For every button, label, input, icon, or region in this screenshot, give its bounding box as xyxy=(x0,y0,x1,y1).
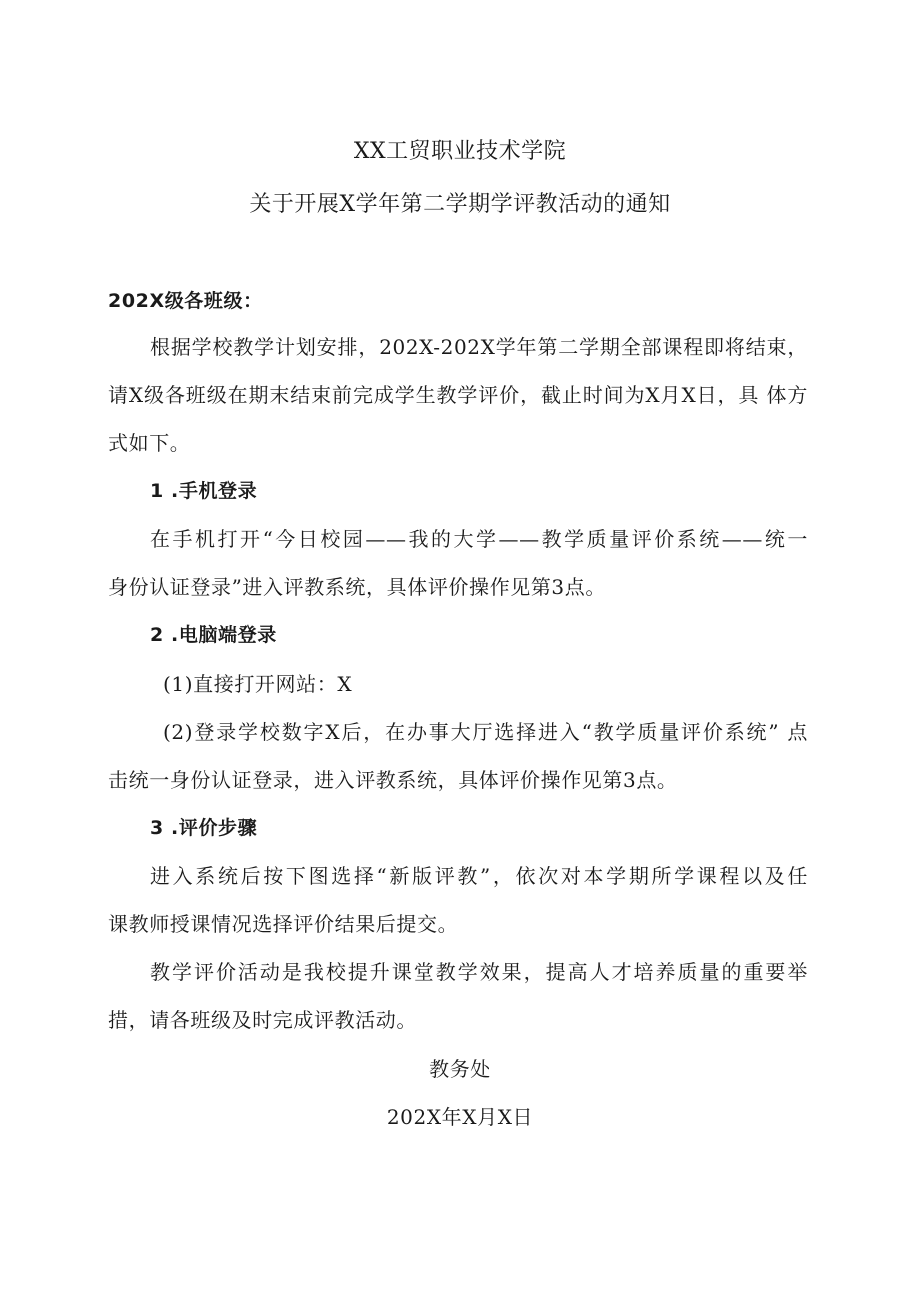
intro-line-2: 请X级各班级在期末结束前完成学生教学评价，截止时间为X月X日，具 体方 xyxy=(108,383,808,407)
intro-line-3: 式如下。 xyxy=(108,431,191,455)
evaluation-steps-line-1: 进入系统后按下图选择“新版评教”，依次对本学期所学课程以及任 xyxy=(150,864,808,888)
signature-date: 202X年X月X日 xyxy=(386,1105,534,1129)
institution-name: XX工贸职业技术学院 xyxy=(353,139,567,164)
pc-login-item-1: (1)直接打开网站：X xyxy=(163,672,353,696)
pc-login-item-2-line-1: (2)登录学校数字X后，在办事大厅选择进入“教学质量评价系统” 点 xyxy=(163,720,808,744)
pc-login-item-2-line-2: 击统一身份认证登录，进入评教系统，具体评价操作见第3点。 xyxy=(108,768,678,792)
closing-line-2: 措，请各班级及时完成评教活动。 xyxy=(108,1008,417,1032)
salutation: 202X级各班级： xyxy=(108,290,263,312)
section-heading-mobile-login: 1 .手机登录 xyxy=(150,480,258,502)
signature-department: 教务处 xyxy=(429,1057,491,1081)
evaluation-steps-line-2: 课教师授课情况选择评价结果后提交。 xyxy=(108,912,459,936)
notice-title: 关于开展X学年第二学期学评教活动的通知 xyxy=(249,192,671,217)
intro-line-1: 根据学校教学计划安排，202X-202X学年第二学期全部课程即将结束， xyxy=(150,335,808,359)
mobile-login-line-1: 在手机打开“今日校园——我的大学——教学质量评价系统——统一 xyxy=(150,527,808,551)
mobile-login-line-2: 身份认证登录”进入评教系统，具体评价操作见第3点。 xyxy=(108,575,606,599)
closing-line-1: 教学评价活动是我校提升课堂教学效果，提高人才培养质量的重要举 xyxy=(150,960,808,984)
section-heading-pc-login: 2 .电脑端登录 xyxy=(150,624,277,646)
section-heading-evaluation-steps: 3 .评价步骤 xyxy=(150,817,258,839)
